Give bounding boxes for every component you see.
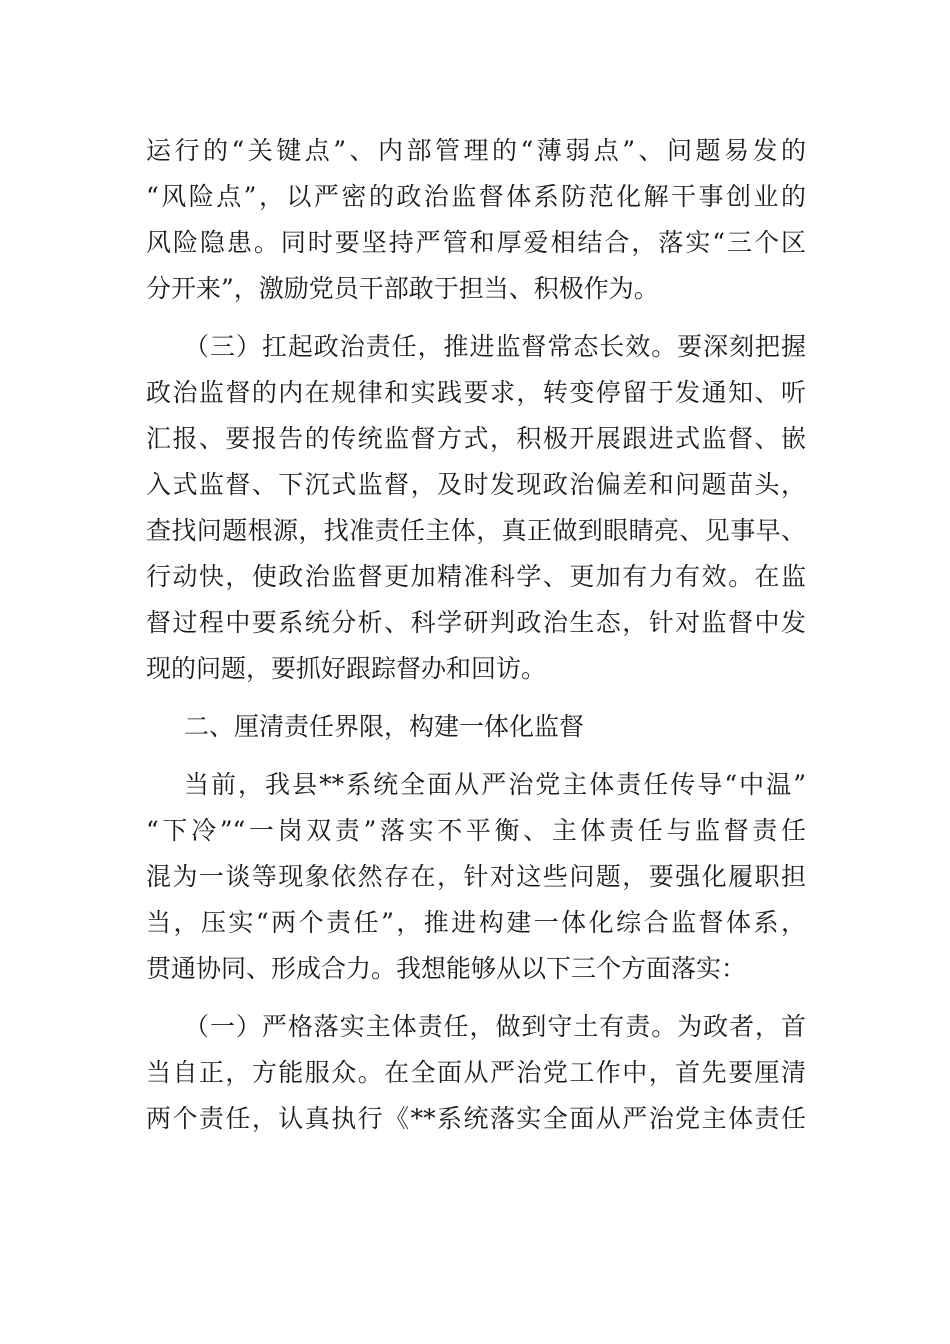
text-line: 运行的“关键点”、内部管理的“薄弱点”、问题易发的 xyxy=(146,136,806,165)
text-line: 两个责任，认真执行《**系统落实全面从严治党主体责任 xyxy=(146,1104,806,1133)
paragraph-current-situation xyxy=(146,762,806,992)
text-line: 当自正，方能服众。在全面从严治党工作中，首先要厘清 xyxy=(146,1058,806,1087)
text-line: “风险点”，以严密的政治监督体系防范化解干事创业的 xyxy=(146,182,806,211)
text-line: 贯通协同、形成合力。我想能够从以下三个方面落实： xyxy=(146,954,747,983)
text-line: “下冷”“一岗双责”落实不平衡、主体责任与监督责任 xyxy=(146,816,806,845)
section-heading-2 xyxy=(146,704,806,750)
text-line: 政治监督的内在规律和实践要求，转变停留于发通知、听 xyxy=(146,378,806,407)
paragraph-main-responsibility xyxy=(146,1004,806,1142)
text-line: 分开来”，激励党员干部敢于担当、积极作为。 xyxy=(146,274,659,303)
text-line: 行动快，使政治监督更加精准科学、更加有力有效。在监 xyxy=(146,562,806,591)
section-heading: 二、厘清责任界限，构建一体化监督 xyxy=(184,712,585,741)
text-line: 入式监督、下沉式监督，及时发现政治偏差和问题苗头， xyxy=(146,470,806,499)
text-line: 现的问题，要抓好跟踪督办和回访。 xyxy=(146,654,547,683)
text-line: 混为一谈等现象依然存在，针对这些问题，要强化履职担 xyxy=(146,862,806,891)
text-line: 汇报、要报告的传统监督方式，积极开展跟进式监督、嵌 xyxy=(146,424,806,453)
paragraph-political-responsibility xyxy=(146,324,806,692)
text-line: 风险隐患。同时要坚持严管和厚爱相结合，落实“三个区 xyxy=(146,228,806,257)
document-body xyxy=(146,128,806,1154)
text-line: 督过程中要系统分析、科学研判政治生态，针对监督中发 xyxy=(146,608,806,637)
text-line: 当前，我县**系统全面从严治党主体责任传导“中温” xyxy=(184,770,806,799)
paragraph-risk-points xyxy=(146,128,806,312)
text-line: （一）严格落实主体责任，做到守土有责。为政者，首 xyxy=(184,1012,806,1041)
text-line: 当，压实“两个责任”，推进构建一体化综合监督体系， xyxy=(146,908,806,937)
text-line: （三）扛起政治责任，推进监督常态长效。要深刻把握 xyxy=(184,332,806,361)
text-line: 查找问题根源，找准责任主体，真正做到眼睛亮、见事早、 xyxy=(146,516,806,545)
